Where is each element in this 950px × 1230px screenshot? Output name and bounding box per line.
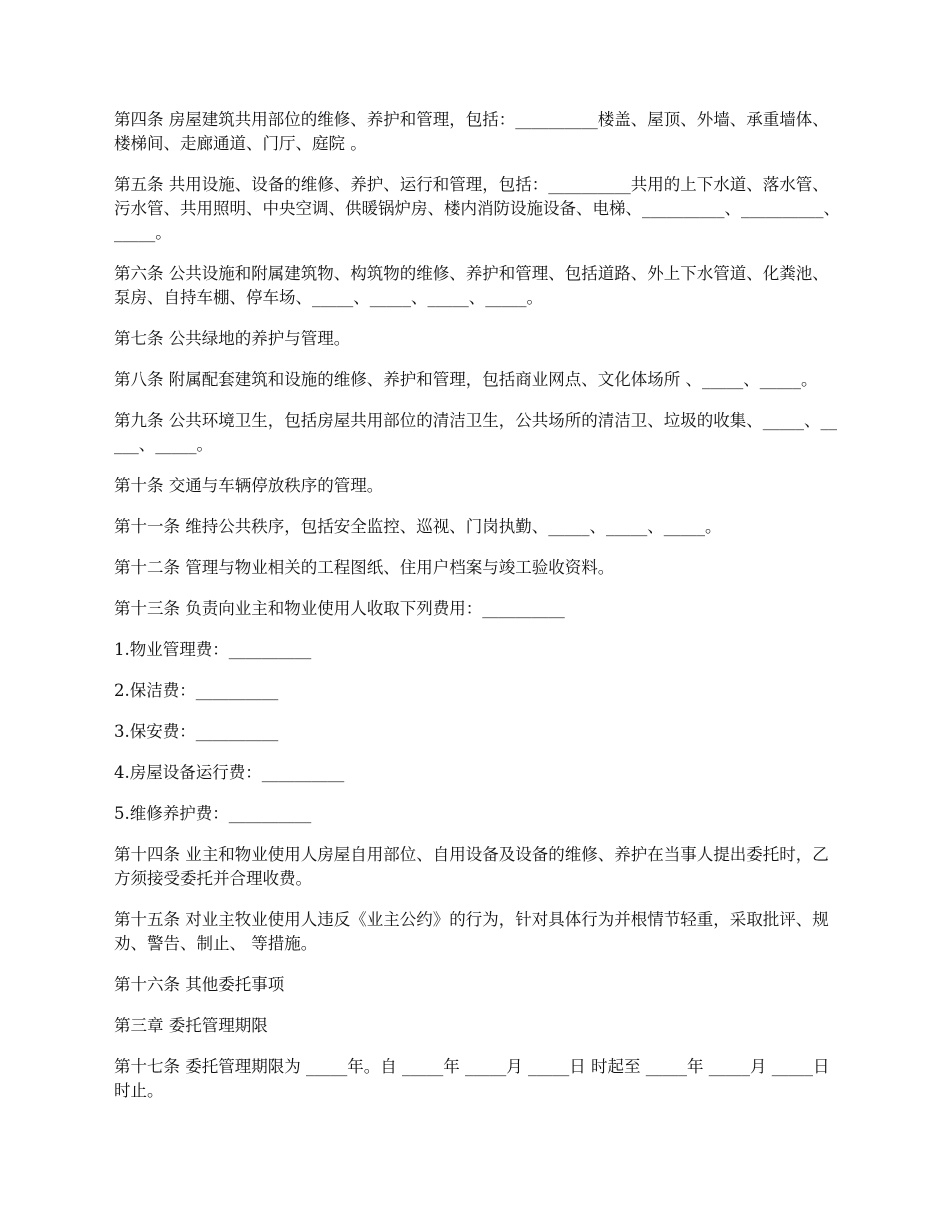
clause-6: 第六条 公共设施和附属建筑物、构筑物的维修、养护和管理、包括道路、外上下水管道、化粪池、泵房、自持车棚、停车场、_____、_____、_____、_____。: [114, 264, 829, 307]
clause-9: 第九条 公共环境卫生，包括房屋共用部位的清洁卫生，公共场所的清洁卫、垃圾的收集、_____、_____、_____。: [114, 411, 837, 454]
clause-11: 第十一条 维持公共秩序，包括安全监控、巡视、门岗执勤、_____、_____、_____。: [114, 517, 722, 536]
chapter-3-heading: 第三章 委托管理期限: [114, 1016, 268, 1035]
clause-12: 第十二条 管理与物业相关的工程图纸、住用户档案与竣工验收资料。: [114, 558, 615, 577]
fee-item-security: 3.保安费：__________: [114, 722, 279, 741]
clause-16: 第十六条 其他委托事项: [114, 975, 285, 994]
clause-17: 第十七条 委托管理期限为 _____年。自 _____年 _____月 _____日 时起至 _____年 _____月 _____日 时止。: [114, 1057, 830, 1100]
fee-item-maintenance: 5.维修养护费：__________: [114, 804, 312, 823]
clause-4: 第四条 房屋建筑共用部位的维修、养护和管理，包括：__________楼盖、屋顶、外墙、承重墙体、楼梯间、走廊通道、门厅、庭院 。: [114, 110, 829, 153]
document-page: [114, 108, 842, 1120]
clause-7: 第七条 公共绿地的养护与管理。: [114, 329, 351, 348]
fee-item-management: 1.物业管理费：__________: [114, 640, 312, 659]
clause-13: 第十三条 负责向业主和物业使用人收取下列费用：__________: [114, 599, 565, 618]
clause-5: 第五条 共用设施、设备的维修、养护、运行和管理，包括：__________共用的上下水道、落水管、污水管、共用照明、中央空调、供暖锅炉房、楼内消防设施设备、电梯、__________、__________、_____。: [114, 175, 840, 242]
clause-10: 第十条 交通与车辆停放秩序的管理。: [114, 476, 384, 495]
clause-15: 第十五条 对业主牧业使用人违反《业主公约》的行为，针对具体行为并根情节轻重，采取批评、规劝、警告、制止、 等措施。: [114, 910, 829, 953]
clause-8: 第八条 附属配套建筑和设施的维修、养护和管理，包括商业网点、文化体场所 、_____、_____。: [114, 370, 818, 389]
fee-item-equipment: 4.房屋设备运行费：__________: [114, 763, 345, 782]
fee-item-cleaning: 2.保洁费：__________: [114, 681, 279, 700]
clause-14: 第十四条 业主和物业使用人房屋自用部位、自用设备及设备的维修、养护在当事人提出委托时，乙方须接受委托并合理收费。: [114, 845, 829, 888]
